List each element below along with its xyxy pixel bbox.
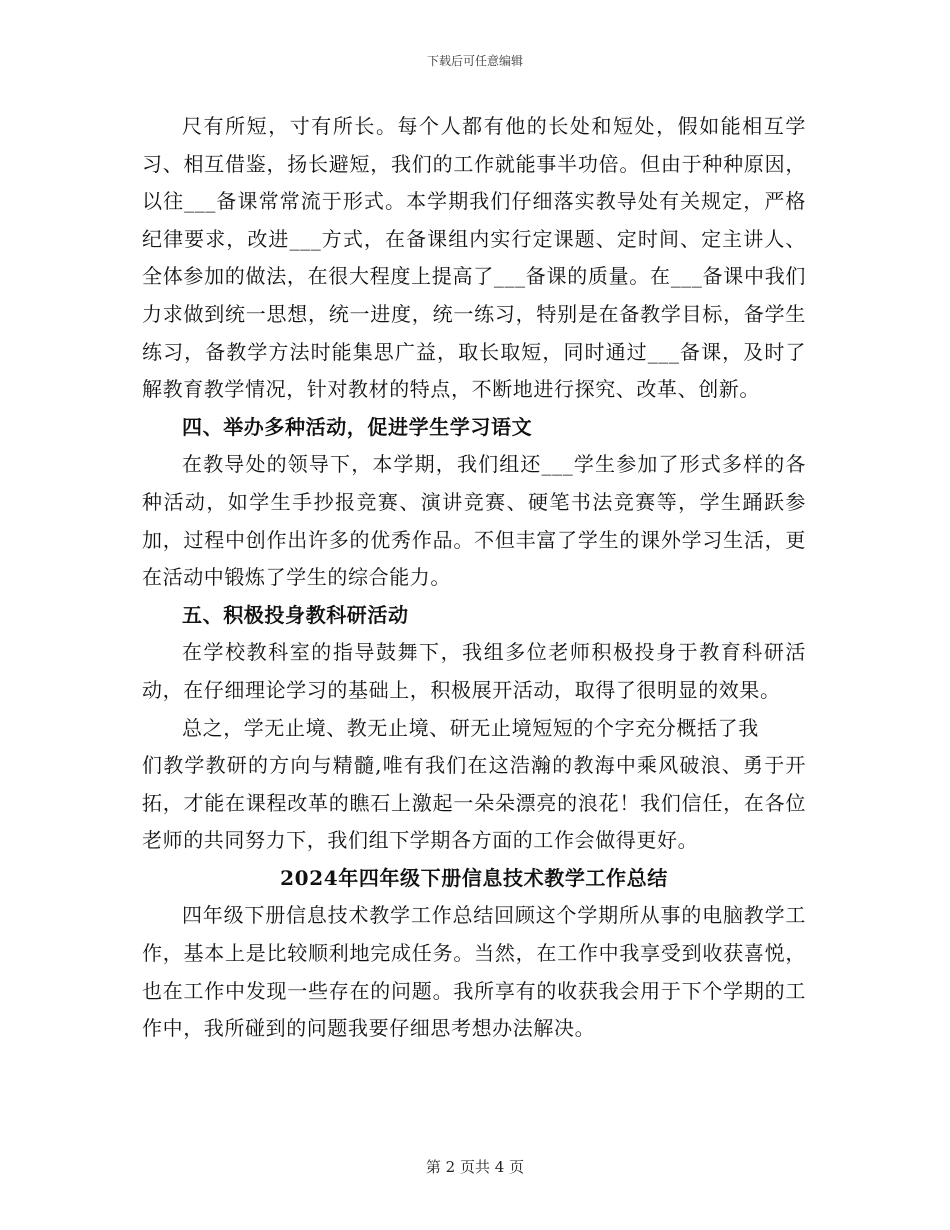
paragraph-conclusion-rest: 们教学教研的方向与精髓,唯有我们在这浩瀚的教海中乘风破浪、勇于开拓，才能在课程改革的瞧石上激起一朵朵漂亮的浪花！我们信任，在各位老师的共同努力下，我们组下学期各方面的工作会做得更好。 — [142, 753, 806, 853]
paragraph-conclusion-line1: 总之，学无止境、教无止境、研无止境短短的个字充分概括了我 — [182, 715, 759, 740]
paragraph-collaborative-lesson-prep: 尺有所短，寸有所长。每个人都有他的长处和短处，假如能相互学习、相互借鉴，扬长避短，我们的工作就能事半功倍。但由于种种原因，以往___备课常常流于形式。本学期我们仔细落实教导处有关规定，严格纪律要求，改进___方式，在备课组内实行定课题、定时间、定主讲人、全体参加的做法，在很大程度上提高了___备课的质量。在___备课中我们力求做到统一思想，统一进度，统一练习，特别是在备教学目标，备学生练习，备教学方法时能集思广益，取长取短，同时通过___备课，及时了解教育教学情况，针对教材的特点，不断地进行探究、改革、创新。 — [142, 114, 806, 402]
page-header: 下载后可任意编辑 — [426, 54, 523, 68]
paragraph-activities: 在教导处的领导下，本学期，我们组还___学生参加了形式多样的各种活动，如学生手抄报竞赛、演讲竞赛、硬笔书法竞赛等，学生踊跃参加，过程中创作出许多的优秀作品。不但丰富了学生的课外学习生活，更在活动中锻炼了学生的综合能力。 — [142, 452, 806, 590]
section-heading-activities: 四、举办多种活动，促进学生学习语文 — [182, 414, 533, 439]
document-body — [142, 108, 806, 1048]
page-footer: 第 2 页共 4 页 — [425, 1158, 525, 1176]
paragraph-research: 在学校教科室的指导鼓舞下，我组多位老师积极投身于教育科研活动，在仔细理论学习的基础上，积极展开活动，取得了很明显的效果。 — [142, 640, 806, 702]
paragraph-it-teaching-summary: 四年级下册信息技术教学工作总结回顾这个学期所从事的电脑教学工作，基本上是比较顺利地完成任务。当然，在工作中我享受到收获喜悦，也在工作中发现一些存在的问题。我所享有的收获我会用于下个学期的工作中，我所碰到的问题我要仔细思考想办法解决。 — [142, 903, 806, 1041]
section-heading-research: 五、积极投身教科研活动 — [182, 602, 409, 627]
document-title: 2024年四年级下册信息技术教学工作总结 — [280, 865, 668, 890]
